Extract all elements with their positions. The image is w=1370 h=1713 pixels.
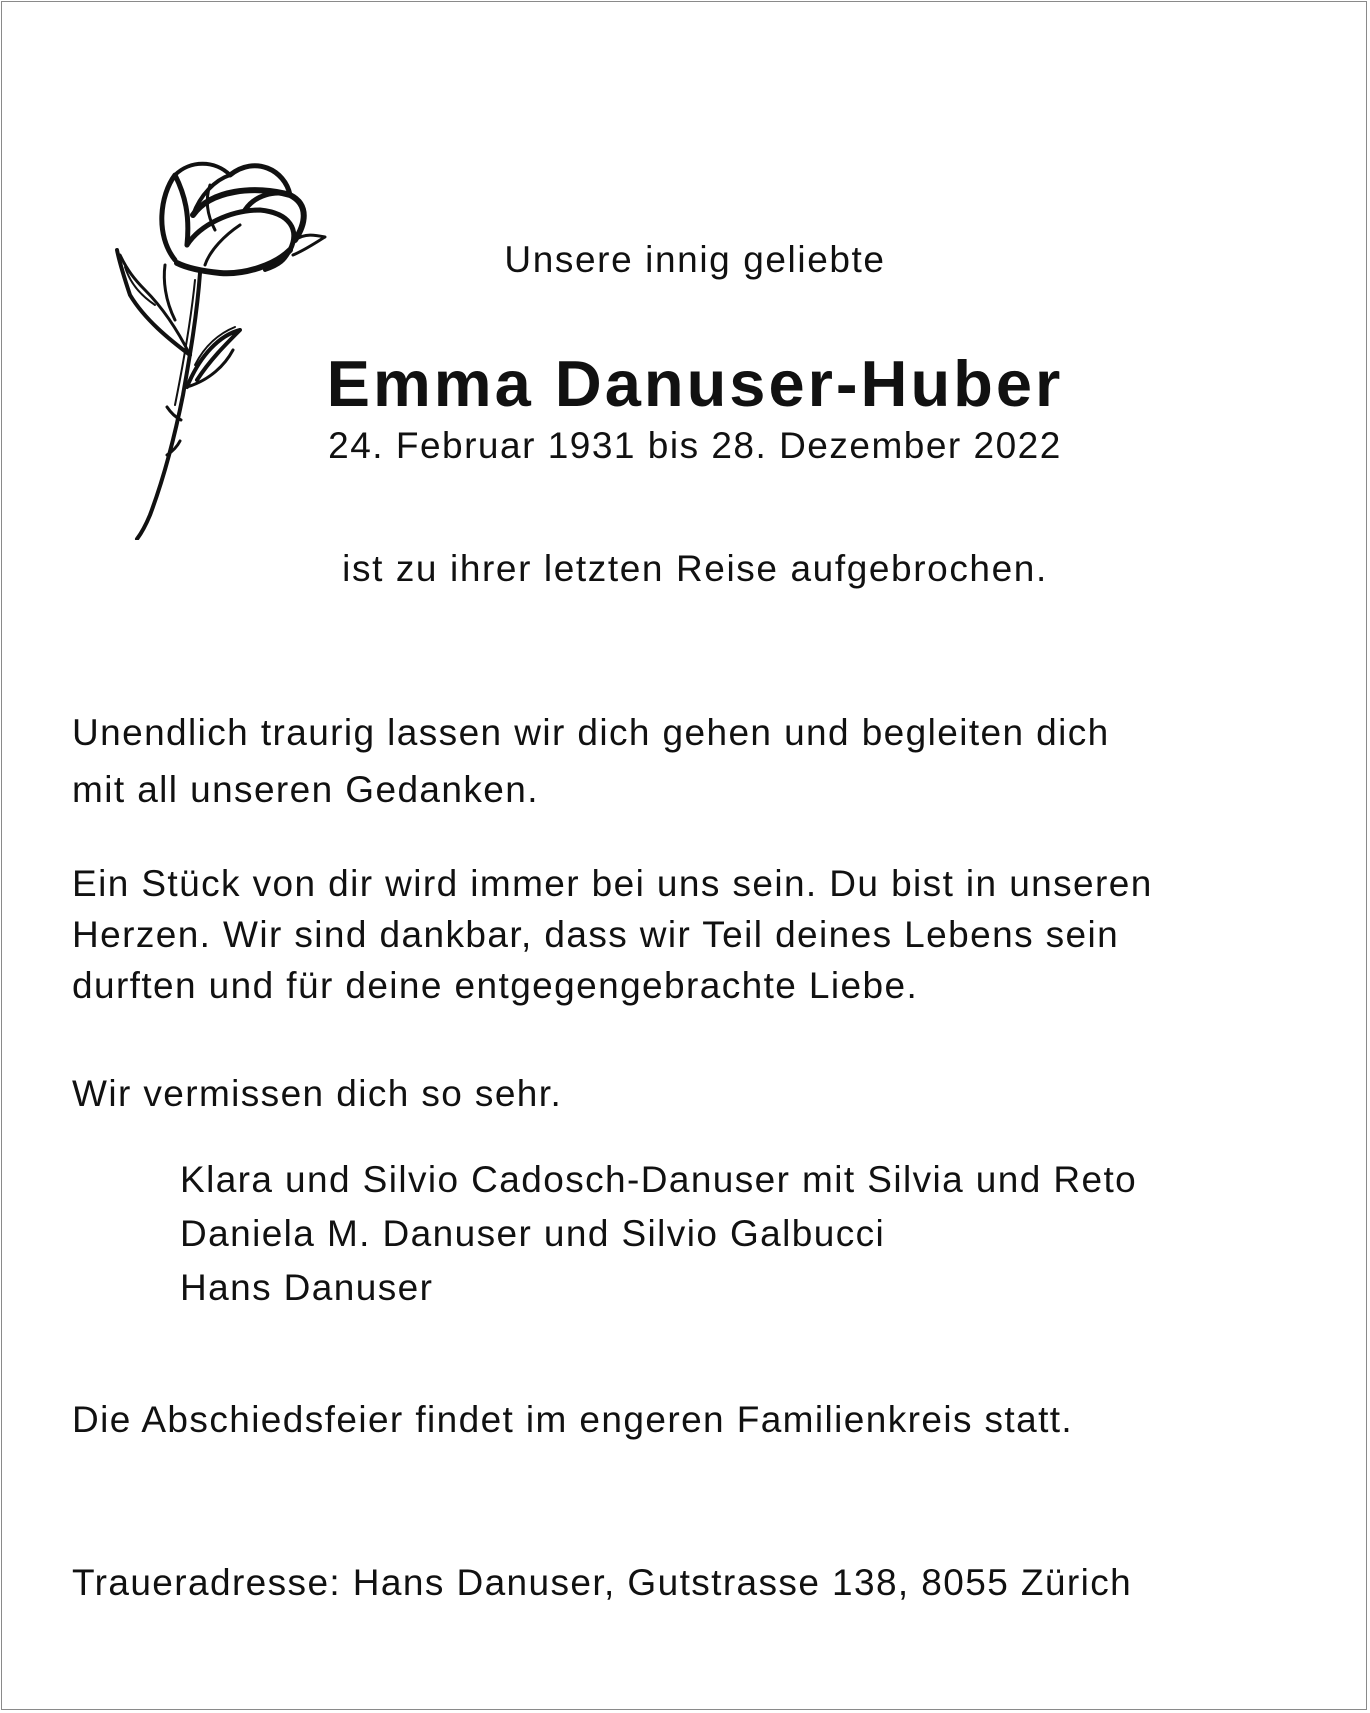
deceased-name: Emma Danuser-Huber xyxy=(326,347,1064,420)
ceremony-note: Die Abschiedsfeier findet im engeren Familienkreis statt. xyxy=(72,1399,1074,1440)
paragraph-line: Ein Stück von dir wird immer bei uns sein. Du bist in unseren xyxy=(72,863,1153,904)
family-member: Daniela M. Danuser und Silvio Galbucci xyxy=(180,1213,886,1254)
paragraph-line: durften und für deine entgegengebrachte Liebe. xyxy=(72,965,919,1006)
mourning-address: Traueradresse: Hans Danuser, Gutstrasse 138, 8055 Zürich xyxy=(72,1562,1133,1603)
journey-text: ist zu ihrer letzten Reise aufgebrochen. xyxy=(342,548,1048,589)
intro-text: Unsere innig geliebte xyxy=(504,239,886,280)
family-member: Hans Danuser xyxy=(180,1267,434,1308)
family-list xyxy=(180,1153,1137,1315)
life-dates: 24. Februar 1931 bis 28. Dezember 2022 xyxy=(328,425,1062,466)
paragraph-line: mit all unseren Gedanken. xyxy=(72,769,539,810)
paragraph-gratitude xyxy=(72,858,1153,1011)
paragraph-farewell xyxy=(72,704,1110,818)
family-member: Klara und Silvio Cadosch-Danuser mit Silvia und Reto xyxy=(180,1159,1138,1200)
paragraph-line: Unendlich traurig lassen wir dich gehen und begleiten dich xyxy=(72,712,1110,753)
paragraph-line: Herzen. Wir sind dankbar, dass wir Teil deines Lebens sein xyxy=(72,914,1120,955)
paragraph-missing: Wir vermissen dich so sehr. xyxy=(72,1073,563,1114)
